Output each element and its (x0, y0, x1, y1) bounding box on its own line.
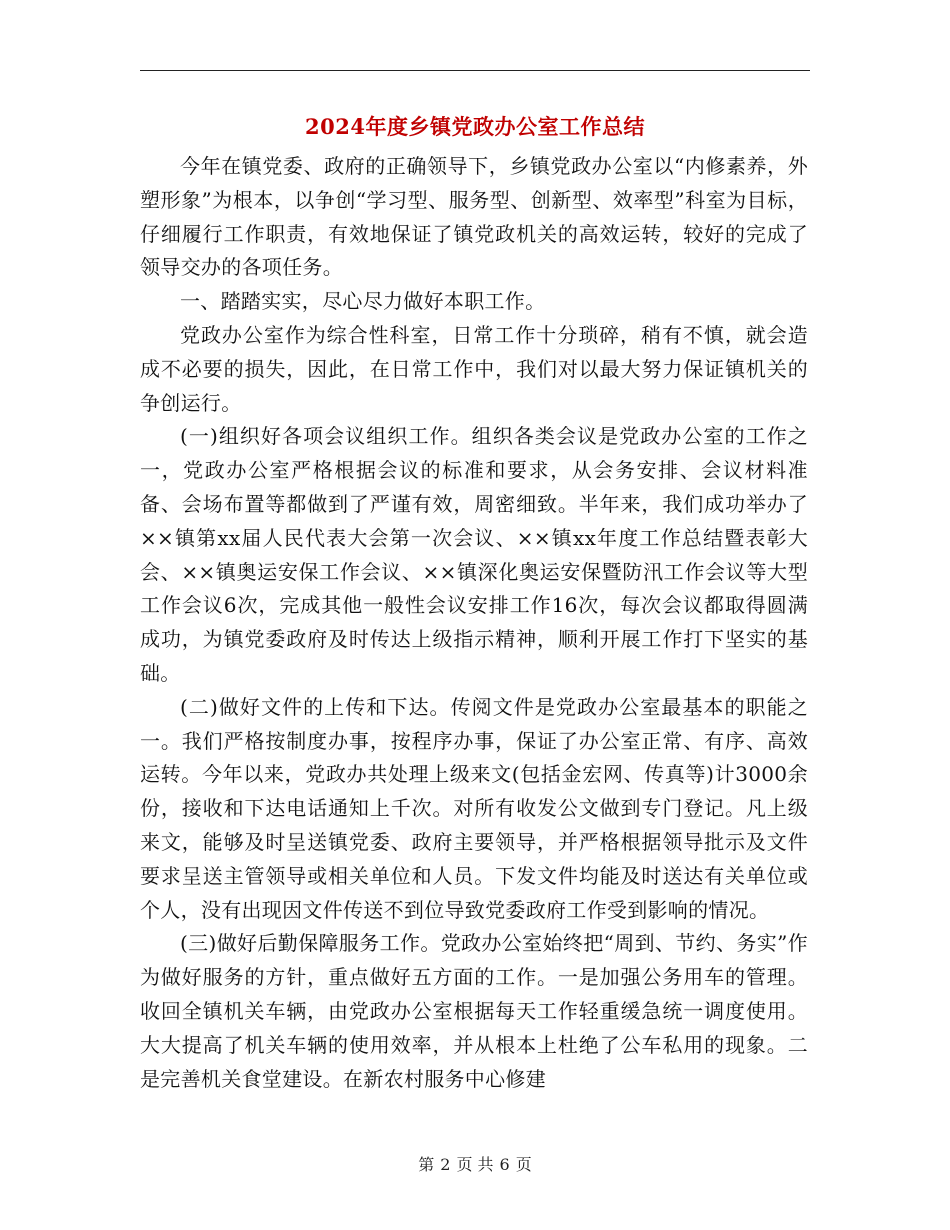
paragraph-meetings: (一)组织好各项会议组织工作。组织各类会议是党政办公室的工作之一，党政办公室严格根据会议的标准和要求，从会务安排、会议材料准备、会场布置等都做到了严谨有效，周密细致。半年来，我们成功举办了××镇第xx届人民代表大会第一次会议、××镇xx年度工作总结暨表彰大会、××镇奥运安保工作会议、××镇深化奥运安保暨防汛工作会议等大型工作会议6次，完成其他一般性会议安排工作16次，每次会议都取得圆满成功，为镇党委政府及时传达上级指示精神，顺利开展工作打下坚实的基础。 (140, 424, 808, 685)
footer-current-page: 2 (440, 1155, 451, 1174)
footer-total-pages: 6 (499, 1155, 510, 1174)
footer-suffix: 页 (515, 1155, 532, 1174)
document-body (140, 150, 808, 1096)
paragraph-section-1: 党政办公室作为综合性科室，日常工作十分琐碎，稍有不慎，就会造成不必要的损失，因此，在日常工作中，我们对以最大努力保证镇机关的争创运行。 (140, 322, 808, 415)
paragraph-logistics: (三)做好后勤保障服务工作。党政办公室始终把“周到、节约、务实”作为做好服务的方针，重点做好五方面的工作。一是加强公务用车的管理。收回全镇机关车辆，由党政办公室根据每天工作轻重缓急统一调度使用。大大提高了机关车辆的使用效率，并从根本上杜绝了公车私用的现象。二是完善机关食堂建设。在新农村服务中心修建 (140, 931, 808, 1091)
footer-middle: 页 共 (456, 1155, 494, 1174)
header-rule (140, 70, 810, 71)
page-footer (0, 1153, 950, 1177)
paragraph-documents: (二)做好文件的上传和下达。传阅文件是党政办公室最基本的职能之一。我们严格按制度办事，按程序办事，保证了办公室正常、有序、高效运转。今年以来，党政办共处理上级来文(包括金宏网、传真等)计3000余份，接收和下达电话通知上千次。对所有收发公文做到专门登记。凡上级来文，能够及时呈送镇党委、政府主要领导，并严格根据领导批示及文件要求呈送主管领导或相关单位和人员。下发文件均能及时送达有关单位或个人，没有出现因文件传送不到位导致党委政府工作受到影响的情况。 (140, 694, 808, 922)
paragraph-intro: 今年在镇党委、政府的正确领导下，乡镇党政办公室以“内修素养，外塑形象”为根本，以争创“学习型、服务型、创新型、效率型”科室为目标，仔细履行工作职责，有效地保证了镇党政机关的高效运转，较好的完成了领导交办的各项任务。 (140, 154, 808, 280)
footer-prefix: 第 (418, 1155, 435, 1174)
section-heading-1: 一、踏踏实实，尽心尽力做好本职工作。 (180, 289, 546, 314)
document-title: 2024年度乡镇党政办公室工作总结 (305, 114, 645, 139)
